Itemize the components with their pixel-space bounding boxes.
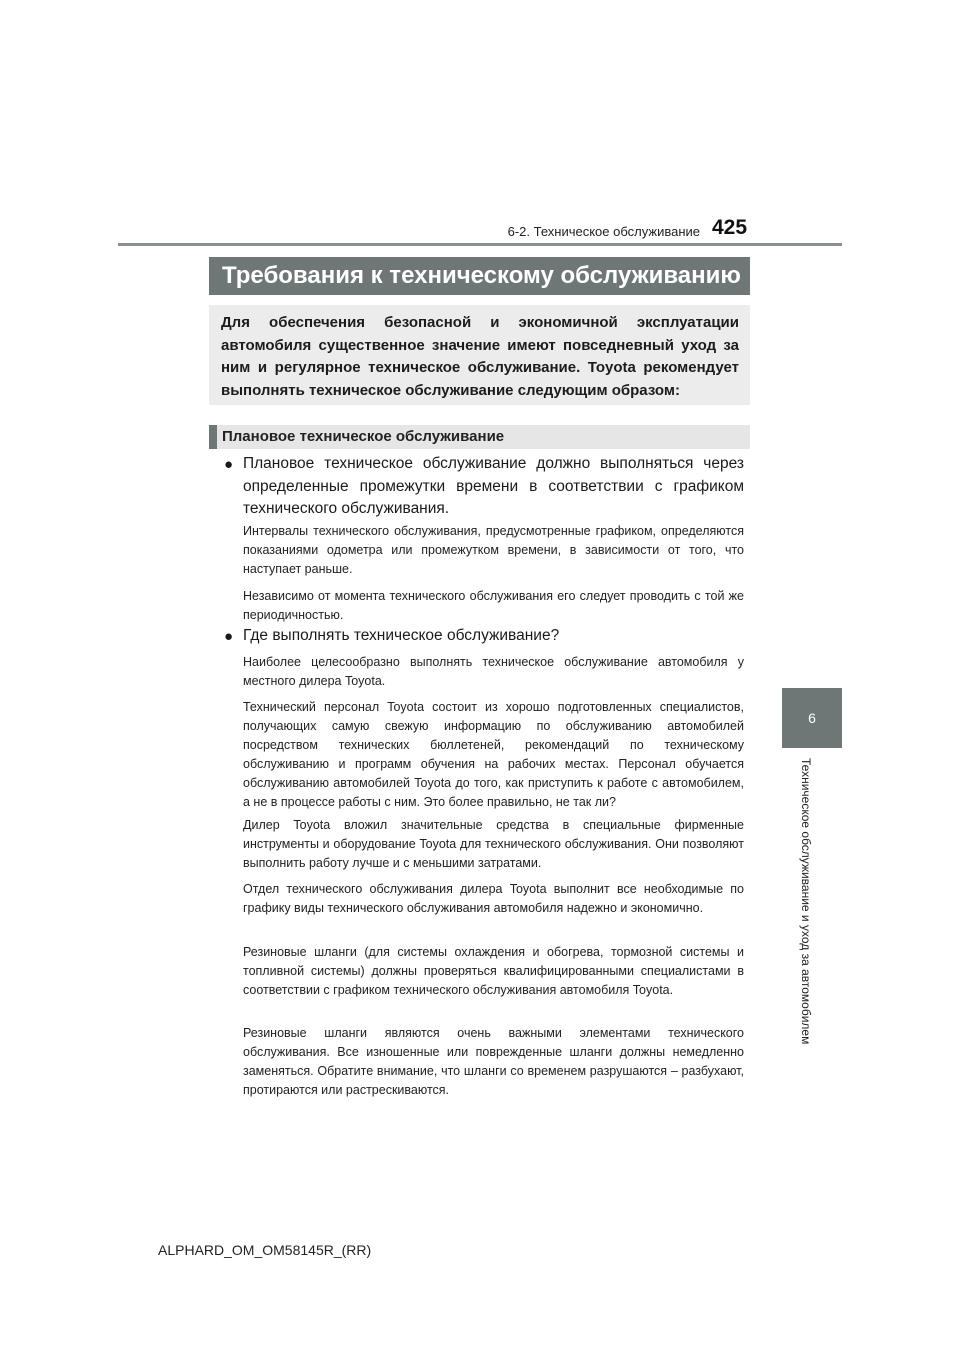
paragraph: Резиновые шланги (для системы охлаждения и обогрева, тормозной системы и топливной системы) должны проверяться квалифицированными специалистами в соответствии с графиком технического обслуживания автомобиля Toyota. [243, 945, 744, 997]
intro-box [209, 305, 750, 405]
running-header-section: 6-2. Техническое обслуживание [507, 224, 700, 239]
paragraph: Независимо от момента технического обслуживания его следует проводить с той же периодичностью. [243, 589, 744, 622]
paragraph: Резиновые шланги являются очень важными элементами технического обслуживания. Все изношенные или поврежденные шланги должны немедленно заменяться. Обратите внимание, что шланги со временем разрушаются – разбухают, протираются или растрескиваются. [243, 1026, 744, 1097]
section-title: Требования к техническому обслуживанию [222, 262, 741, 289]
bullet-text: Плановое техническое обслуживание должно выполняться через определенные промежутки времени в соответствии с графиком технического обслуживания. [243, 455, 744, 517]
bullet-icon: ● [224, 628, 234, 645]
chapter-tab-number: 6 [808, 710, 816, 726]
paragraph: Отдел технического обслуживания дилера Toyota выполнит все необходимые по графику виды технического обслуживания автомобиля надежно и экономично. [243, 882, 744, 915]
paragraph: Наиболее целесообразно выполнять техническое обслуживание автомобиля у местного дилера Toyota. [243, 655, 744, 688]
chapter-tab [782, 688, 842, 748]
chapter-side-label [797, 758, 813, 1078]
paragraph: Дилер Toyota вложил значительные средства в специальные фирменные инструменты и оборудование Toyota для технического обслуживания. Они позволяют выполнить работу лучше и с меньшими затратами. [243, 818, 744, 870]
paragraph: Интервалы технического обслуживания, предусмотренные графиком, определяются показаниями одометра или промежутком времени, в зависимости от того, что наступает раньше. [243, 524, 744, 576]
header-rule [118, 243, 842, 246]
subheading-accent-bar [209, 425, 217, 449]
bullet-text: Где выполнять техническое обслуживание? [243, 627, 560, 644]
document-code: ALPHARD_OM_OM58145R_(RR) [158, 1242, 372, 1258]
chapter-side-title: Техническое обслуживание и уход за автомобилем [799, 758, 813, 1045]
subheading-banner [209, 425, 750, 449]
subheading: Плановое техническое обслуживание [222, 428, 505, 445]
section-title-banner [209, 257, 750, 295]
bullet-icon: ● [224, 456, 234, 473]
paragraph: Технический персонал Toyota состоит из хорошо подготовленных специалистов, получающих самую свежую информацию по обслуживанию автомобилей посредством технических бюллетеней, рекомендаций по техническому обслуживанию и программ обучения на рабочих местах. Персонал обучается обслуживанию автомобилей Toyota до того, как приступить к работе с автомобилем, а не в процессе работы с ним. Это более правильно, не так ли? [243, 700, 744, 809]
intro-text: Для обеспечения безопасной и экономичной эксплуатации автомобиля существенное значение имеют повседневный уход за ним и регулярное техническое обслуживание. Toyota рекомендует выполнять техническое обслуживание следующим образом: [221, 314, 739, 399]
page-number: 425 [712, 216, 748, 239]
